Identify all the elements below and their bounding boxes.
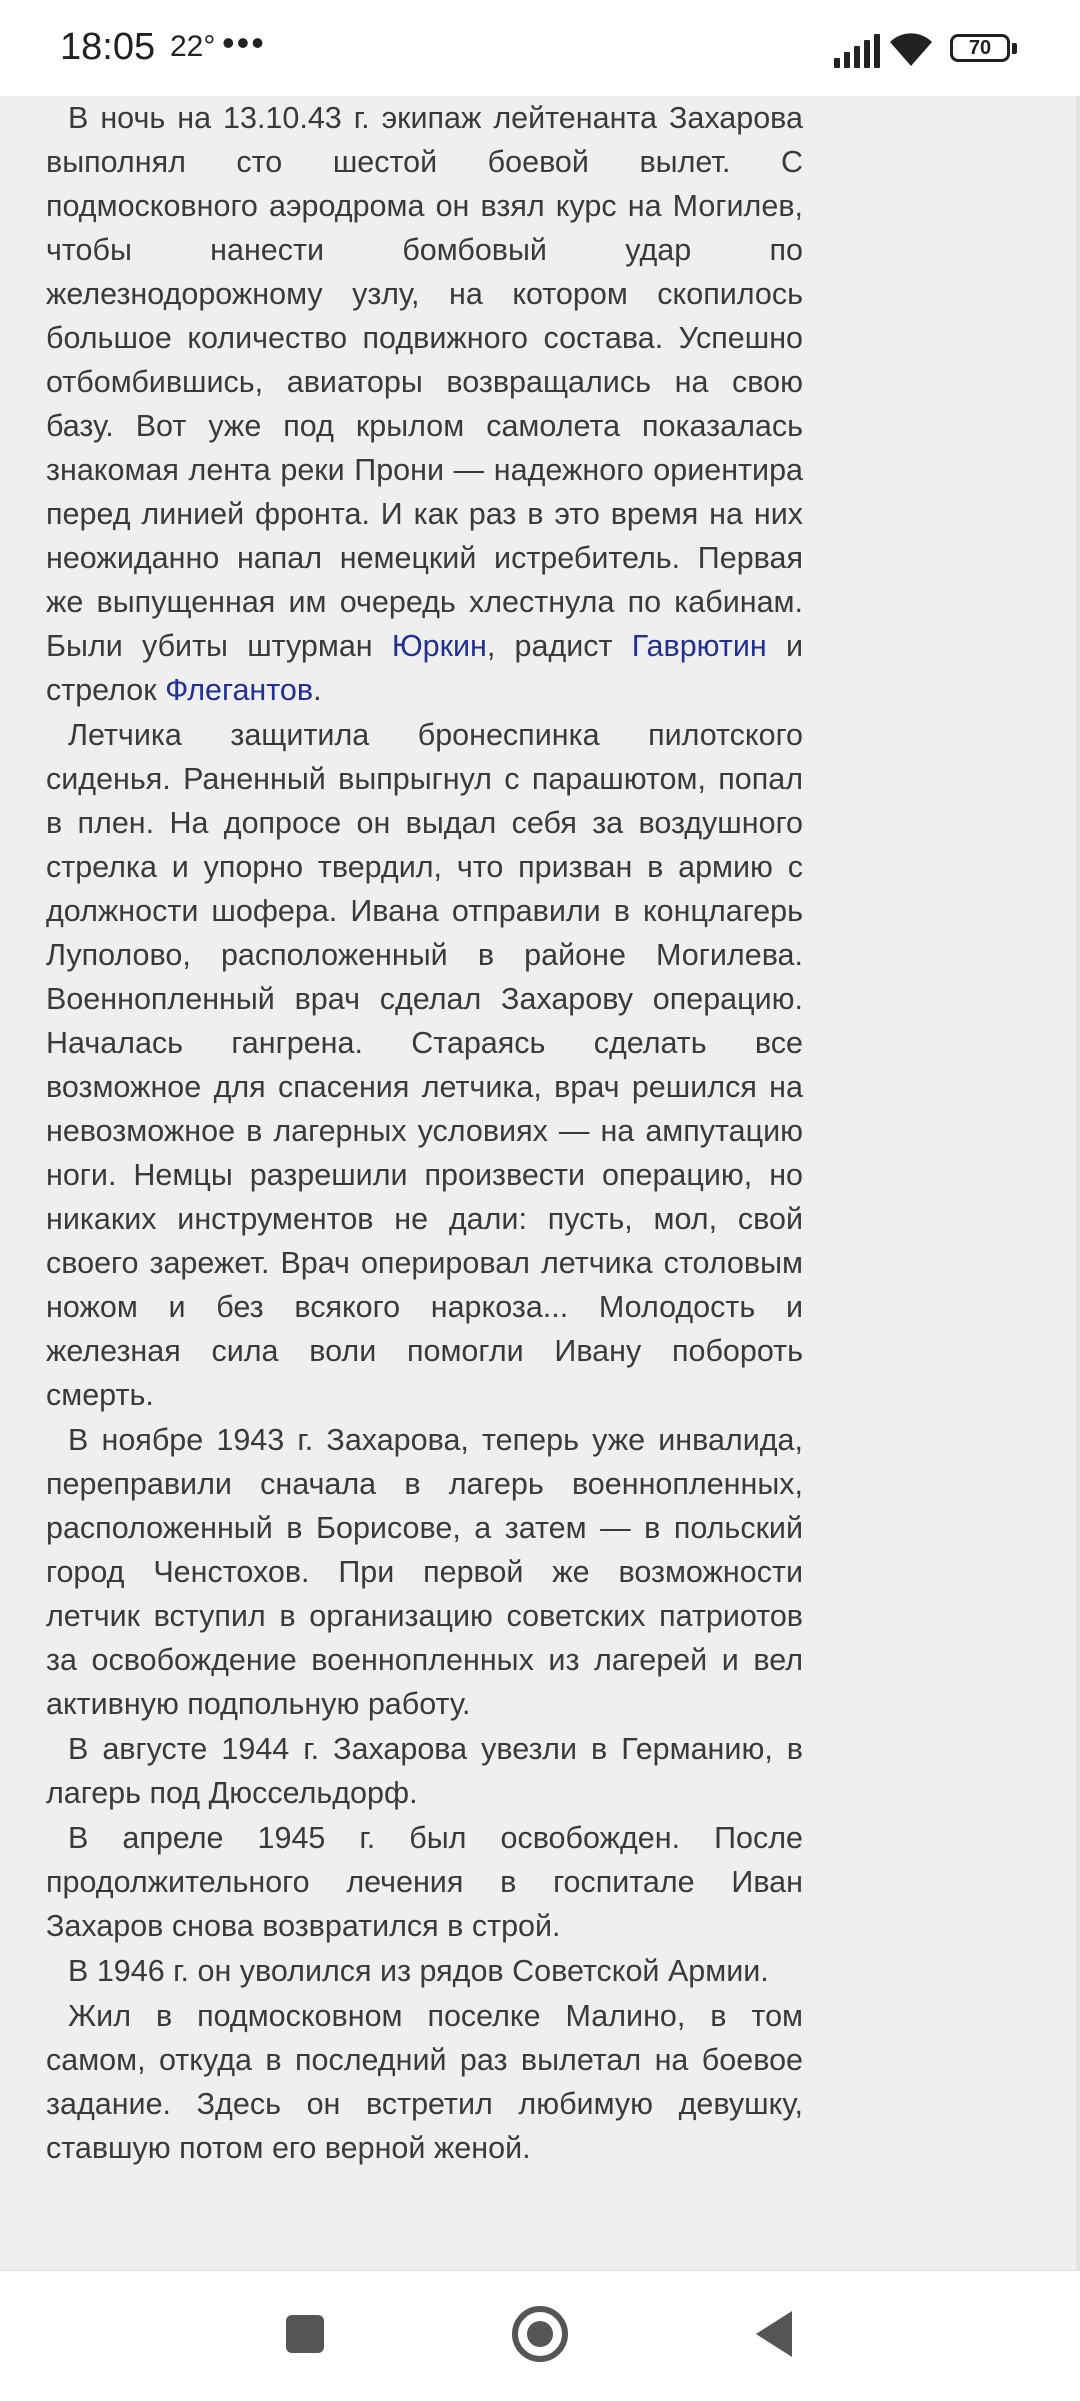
paragraph-5: В апреле 1945 г. был освобожден. После продолжительного лечения в госпитале Иван Захаров снова возвратился в строй. xyxy=(46,1821,803,1943)
article-text xyxy=(46,96,803,2171)
link-flegantov[interactable]: Флегантов xyxy=(165,673,314,707)
paragraph-1-text-2: , радист xyxy=(486,629,632,663)
paragraph-2: Летчика защитила бронеспинка пилотского сиденья. Раненный выпрыгнул с парашютом, попал в плен. На допросе он выдал себя за воздушного стрелка и упорно твердил, что призван в армию с должности шофера. Ивана отправили в концлагерь Луполово, расположенный в районе Могилева. Военнопленный врач сделал Захарову операцию. Началась гангрена. Стараясь сделать все возможное для спасения летчика, врач решился на невозможное в лагерных условиях — на ампутацию ноги. Немцы разрешили произвести операцию, но никаких инструментов не дали: пусть, мол, свой своего зарежет. Врач оперировал летчика столовым ножом и без всякого наркоза... Молодость и железная сила воли помогли Ивану побороть смерть. xyxy=(46,718,803,1412)
link-gavryutin[interactable]: Гаврютин xyxy=(631,629,767,663)
navigation-bar xyxy=(0,2270,1080,2401)
paragraph-1-end: . xyxy=(313,673,322,707)
battery-icon xyxy=(950,34,1020,66)
paragraph-1-text: В ночь на 13.10.43 г. экипаж лейтенанта Захарова выполнял сто шестой боевой вылет. С подмосковного аэродрома он взял курс на Могилев, чтобы нанести бомбовый удар по железнодорожному узлу, на котором скопилось большое количество подвижного состава. Успешно отбомбившись, авиаторы возвращались на свою базу. Вот уже под крылом самолета показалась знакомая лента реки Прони — надежного ориентира перед линией фронта. И как раз в это время на них неожиданно напал немецкий истребитель. Первая же выпущенная им очередь хлестнула по кабинам. Были убиты штурман xyxy=(46,101,803,663)
battery-tip xyxy=(1012,43,1017,54)
status-bar xyxy=(0,0,1080,96)
paragraph-7: Жил в подмосковном поселке Малино, в том самом, откуда в последний раз вылетал на боевое задание. Здесь он встретил любимую девушку, ставшую потом его верной женой. xyxy=(46,1999,803,2165)
paragraph-3: В ноябре 1943 г. Захарова, теперь уже инвалида, переправили сначала в лагерь военнопленных, расположенный в Борисове, а затем — в польский город Ченстохов. При первой же возможности летчик вступил в организацию советских патриотов за освобождение военнопленных из лагерей и вел активную подпольную работу. xyxy=(46,1423,803,1721)
battery-level: 70 xyxy=(950,34,1010,62)
back-triangle-icon[interactable] xyxy=(740,2299,810,2369)
reader-content[interactable] xyxy=(0,96,1080,2270)
link-yurkin[interactable]: Юркин xyxy=(391,629,487,663)
temperature: 22° xyxy=(170,30,216,63)
paragraph-1-text-3: и стрелок xyxy=(46,629,803,707)
recent-apps-square-icon[interactable] xyxy=(270,2299,340,2369)
scrollbar[interactable] xyxy=(1076,96,1080,2270)
clock: 18:05 xyxy=(60,26,156,68)
paragraph-1 xyxy=(46,96,803,712)
paragraph-6: В 1946 г. он уволился из рядов Советской Армии. xyxy=(68,1954,769,1988)
paragraph-4: В августе 1944 г. Захарова увезли в Германию, в лагерь под Дюссельдорф. xyxy=(46,1732,803,1810)
cell-signal-icon xyxy=(832,34,880,68)
wifi-icon xyxy=(888,28,934,68)
more-notifications-icon: ••• xyxy=(222,22,266,63)
home-circle-icon[interactable] xyxy=(505,2299,575,2369)
